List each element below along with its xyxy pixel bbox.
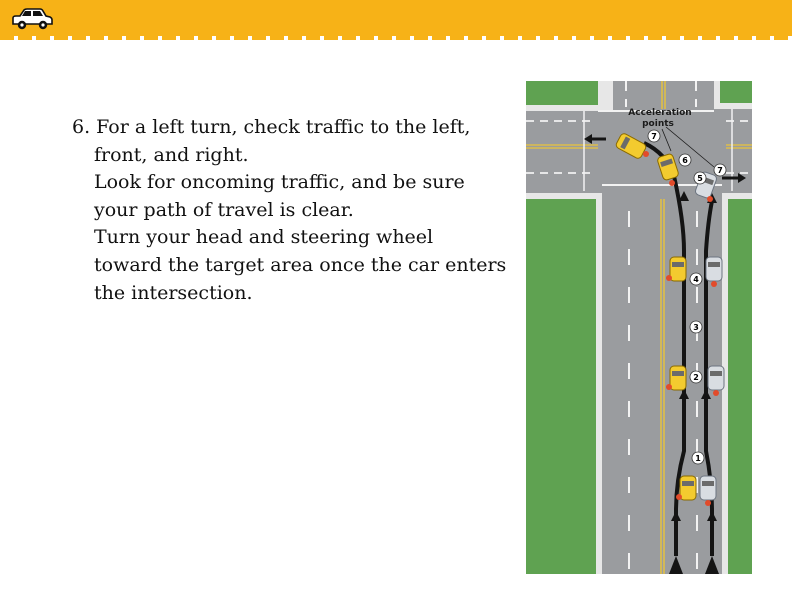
marker-4: 4 — [693, 275, 699, 284]
left-turn-diagram — [526, 81, 752, 574]
instruction-line: the intersection. — [94, 281, 253, 304]
grass-bottom-left — [526, 199, 596, 574]
instruction-line: toward the target area once the car enters — [94, 253, 507, 276]
instruction-line: Turn your head and steering wheel — [94, 226, 434, 249]
marker-7-right: 7 — [717, 166, 723, 175]
marker-6: 6 — [682, 156, 688, 165]
car-icon — [10, 7, 54, 31]
grass-bottom-right — [728, 199, 752, 574]
instruction-line: front, and right. — [94, 143, 249, 166]
marker-3: 3 — [693, 323, 699, 332]
intersection-illustration — [526, 81, 752, 574]
banner-dashed-edge — [0, 36, 792, 40]
instruction-line: Look for oncoming traffic, and be sure — [94, 171, 465, 194]
marker-7-left: 7 — [651, 132, 657, 141]
marker-1: 1 — [695, 454, 701, 463]
instruction-line: your path of travel is clear. — [94, 198, 354, 221]
marker-2: 2 — [693, 373, 699, 382]
acceleration-label: Acceleration — [628, 108, 692, 118]
instruction-text — [72, 114, 512, 307]
header-banner — [0, 0, 792, 36]
marker-5: 5 — [697, 174, 703, 183]
instruction-line: 6. For a left turn, check traffic to the left, — [72, 116, 471, 138]
grass-top-right — [716, 81, 752, 103]
grass-top-left — [526, 81, 598, 105]
points-label: points — [642, 119, 674, 129]
